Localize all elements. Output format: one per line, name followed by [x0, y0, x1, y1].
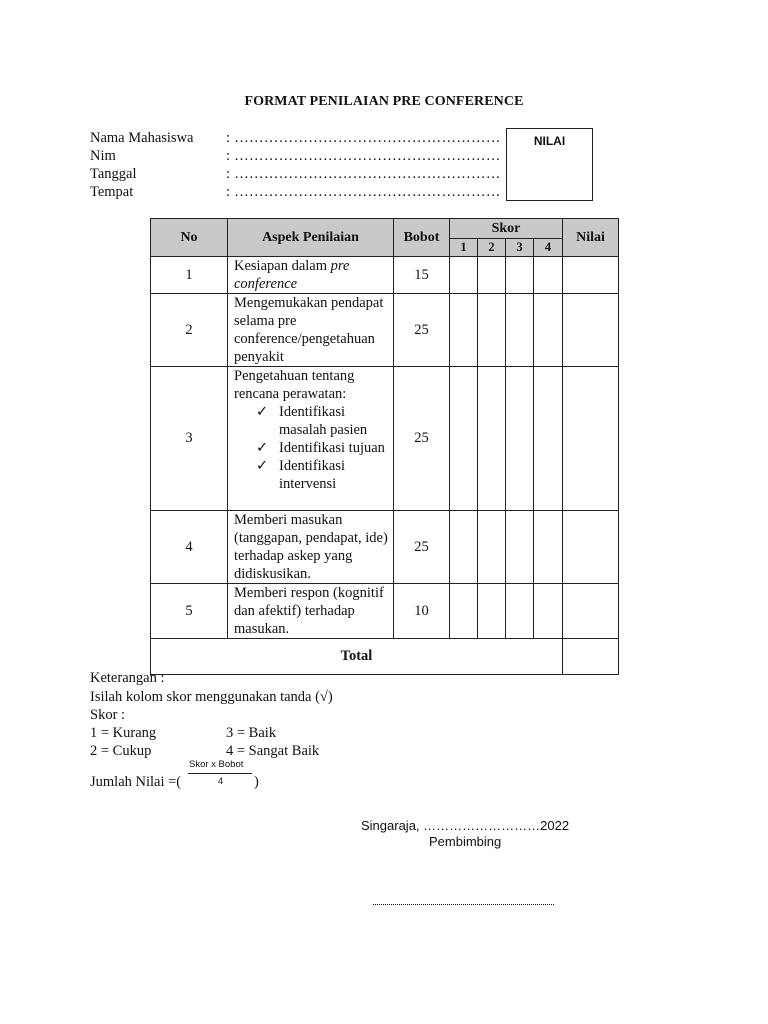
header-skor: Skor — [450, 219, 563, 239]
skor-cell-3[interactable] — [506, 257, 534, 294]
table-row — [151, 367, 619, 511]
header-nilai: Nilai — [563, 219, 619, 257]
skor-cell-1[interactable] — [450, 257, 478, 294]
row-no: 4 — [151, 511, 228, 584]
row-bobot: 10 — [394, 584, 450, 639]
table-row — [151, 257, 619, 294]
page-title: FORMAT PENILAIAN PRE CONFERENCE — [244, 94, 524, 109]
skor-cell-4[interactable] — [534, 511, 563, 584]
field-blank-nim[interactable]: : ……………………………………………… — [226, 148, 501, 164]
skor-cell-3[interactable] — [506, 294, 534, 367]
row-aspek: Mengemukakan pendapat selama pre conference/pengetahuan penyakit — [228, 294, 394, 367]
checklist-item — [234, 403, 389, 439]
header-bobot: Bobot — [394, 219, 450, 257]
header-no: No — [151, 219, 228, 257]
skor-cell-1[interactable] — [450, 294, 478, 367]
keterangan-label: Keterangan : — [90, 670, 165, 686]
skor-cell-2[interactable] — [478, 294, 506, 367]
nilai-cell[interactable] — [563, 511, 619, 584]
header-skor-3: 3 — [506, 239, 534, 257]
field-label-tanggal: Tanggal — [90, 166, 137, 182]
field-label-tempat: Tempat — [90, 184, 134, 200]
scale-item: 2 = Cukup — [90, 743, 152, 759]
row-no: 3 — [151, 367, 228, 511]
table-row — [151, 294, 619, 367]
scale-item: 1 = Kurang — [90, 725, 157, 741]
skor-cell-2[interactable] — [478, 257, 506, 294]
field-blank-tanggal[interactable]: : ……………………………………………… — [226, 166, 501, 182]
formula-numerator: Skor x Bobot — [189, 759, 244, 770]
skor-cell-4[interactable] — [534, 294, 563, 367]
table-row — [151, 511, 619, 584]
header-skor-1: 1 — [450, 239, 478, 257]
row-bobot: 15 — [394, 257, 450, 294]
formula-denominator: 4 — [218, 776, 224, 786]
field-label-nama: Nama Mahasiswa — [90, 130, 194, 146]
skor-cell-1[interactable] — [450, 367, 478, 511]
field-blank-nama[interactable]: : ……………………………………………… — [226, 130, 501, 146]
skor-cell-4[interactable] — [534, 367, 563, 511]
table-row — [151, 584, 619, 639]
total-row — [151, 639, 619, 675]
formula-label: Jumlah Nilai =( — [90, 774, 182, 790]
skor-cell-3[interactable] — [506, 511, 534, 584]
checklist-item — [234, 457, 389, 493]
nilai-cell[interactable] — [563, 294, 619, 367]
instruction-text: Isilah kolom skor menggunakan tanda (√) — [90, 689, 333, 705]
skor-cell-1[interactable] — [450, 511, 478, 584]
nilai-box-label: NILAI — [533, 134, 566, 148]
checklist-item-text: Identifikasi intervensi — [279, 458, 346, 492]
scale-item: 3 = Baik — [226, 725, 277, 741]
row-aspek: Memberi masukan (tanggapan, pendapat, ide) terhadap askep yang didiskusikan. — [228, 511, 394, 584]
check-icon: ✓ — [256, 458, 269, 474]
row-bobot: 25 — [394, 367, 450, 511]
skor-cell-2[interactable] — [478, 367, 506, 511]
header-skor-2: 2 — [478, 239, 506, 257]
row-aspek-text: Kesiapan dalam — [234, 258, 331, 274]
row-aspek: Memberi respon (kognitif dan afektif) terhadap masukan. — [228, 584, 394, 639]
row-no: 1 — [151, 257, 228, 294]
skor-label: Skor : — [90, 707, 126, 723]
signature-place-date: Singaraja, ………………………2022 — [361, 818, 570, 833]
header-aspek: Aspek Penilaian — [228, 219, 394, 257]
checklist-item-text: Identifikasi tujuan — [279, 440, 385, 456]
formula-fraction-bar — [188, 773, 252, 774]
row-aspek-italic: pre conference — [234, 258, 350, 292]
row-bobot: 25 — [394, 511, 450, 584]
field-label-nim: Nim — [90, 148, 116, 164]
skor-cell-3[interactable] — [506, 584, 534, 639]
nilai-cell[interactable] — [563, 257, 619, 294]
total-nilai-cell[interactable] — [563, 639, 619, 675]
row-aspek — [228, 367, 394, 511]
skor-cell-2[interactable] — [478, 584, 506, 639]
skor-cell-1[interactable] — [450, 584, 478, 639]
header-skor-4: 4 — [534, 239, 563, 257]
check-icon: ✓ — [256, 440, 269, 456]
skor-cell-4[interactable] — [534, 257, 563, 294]
nilai-box[interactable] — [506, 128, 593, 201]
check-icon: ✓ — [256, 404, 269, 420]
row-aspek-text: Pengetahuan tentang rencana perawatan: — [234, 368, 355, 402]
assessment-table — [150, 218, 619, 675]
aspek-checklist — [234, 403, 389, 493]
skor-cell-4[interactable] — [534, 584, 563, 639]
field-blank-tempat[interactable]: : ……………………………………………… — [226, 184, 501, 200]
nilai-cell[interactable] — [563, 584, 619, 639]
row-bobot: 25 — [394, 294, 450, 367]
row-no: 2 — [151, 294, 228, 367]
nilai-cell[interactable] — [563, 367, 619, 511]
formula-close-paren: ) — [254, 774, 259, 790]
skor-cell-2[interactable] — [478, 511, 506, 584]
skor-cell-3[interactable] — [506, 367, 534, 511]
checklist-item-text: Identifikasi masalah pasien — [279, 404, 368, 438]
signature-role: Pembimbing — [429, 834, 502, 849]
scale-item: 4 = Sangat Baik — [226, 743, 320, 759]
signature-line[interactable] — [373, 896, 554, 905]
row-no: 5 — [151, 584, 228, 639]
total-label: Total — [151, 639, 563, 675]
row-aspek — [228, 257, 394, 294]
checklist-item — [234, 439, 389, 457]
